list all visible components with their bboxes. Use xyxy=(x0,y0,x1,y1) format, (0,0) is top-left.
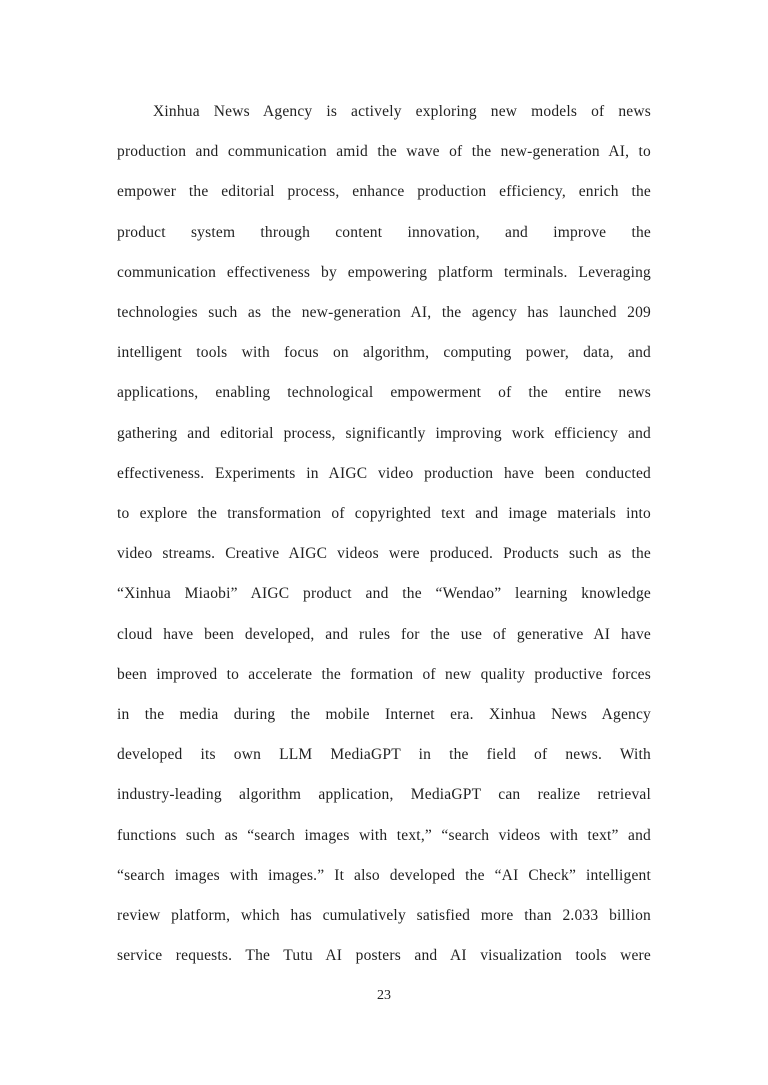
paragraph-line: product system through content innovation, and improve the xyxy=(117,223,651,241)
page-number: 23 xyxy=(377,988,391,1003)
paragraph-line: gathering and editorial process, significantly improving work efficiency and xyxy=(117,424,651,442)
paragraph-line: been improved to accelerate the formation of new quality productive forces xyxy=(117,665,651,683)
paragraph-line: review platform, which has cumulatively satisfied more than 2.033 billion xyxy=(117,907,651,925)
paragraph-line: production and communication amid the wave of the new-generation AI, to xyxy=(117,143,651,161)
paragraph-line: applications, enabling technological empowerment of the entire news xyxy=(117,384,651,402)
paragraph-line: Xinhua News Agency is actively exploring new models of news xyxy=(153,103,651,120)
paragraph-line: “search images with images.” It also developed the “AI Check” intelligent xyxy=(117,866,651,884)
body-paragraph xyxy=(117,92,651,976)
paragraph-line: empower the editorial process, enhance production efficiency, enrich the xyxy=(117,183,651,201)
paragraph-line: functions such as “search images with text,” “search videos with text” and xyxy=(117,826,651,844)
paragraph-line: technologies such as the new-generation AI, the agency has launched 209 xyxy=(117,304,651,322)
paragraph-line: industry-leading algorithm application, MediaGPT can realize retrieval xyxy=(117,786,651,804)
paragraph-line: to explore the transformation of copyrighted text and image materials into xyxy=(117,505,651,523)
paragraph-line: service requests. The Tutu AI posters and AI visualization tools were xyxy=(117,947,651,965)
paragraph-line: cloud have been developed, and rules for the use of generative AI have xyxy=(117,625,651,643)
paragraph-line: “Xinhua Miaobi” AIGC product and the “Wendao” learning knowledge xyxy=(117,585,651,603)
paragraph-line: intelligent tools with focus on algorithm, computing power, data, and xyxy=(117,344,651,362)
paragraph-line: developed its own LLM MediaGPT in the field of news. With xyxy=(117,746,651,764)
paragraph-line: effectiveness. Experiments in AIGC video production have been conducted xyxy=(117,464,651,482)
paragraph-line: in the media during the mobile Internet era. Xinhua News Agency xyxy=(117,706,651,724)
paragraph-line: video streams. Creative AIGC videos were produced. Products such as the xyxy=(117,545,651,563)
paragraph-line: communication effectiveness by empowering platform terminals. Leveraging xyxy=(117,263,651,281)
